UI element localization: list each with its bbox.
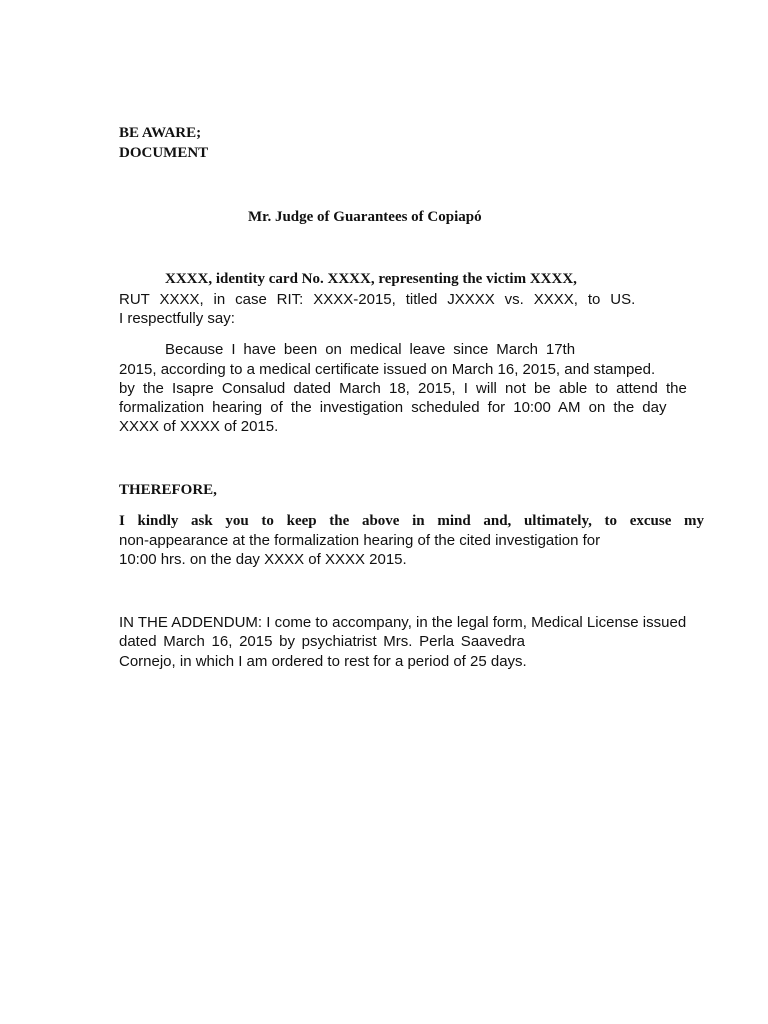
body-line-4: formalization hearing of the investigation scheduled for 10:00 AM on the day bbox=[119, 399, 667, 416]
body-line-5: XXXX of XXXX of 2015. bbox=[119, 418, 279, 435]
addendum-line-3: Cornejo, in which I am ordered to rest for a period of 25 days. bbox=[119, 653, 527, 670]
addendum-line-2: dated March 16, 2015 by psychiatrist Mrs. Perla Saavedra bbox=[119, 633, 526, 650]
intro-line-2: RUT XXXX, in case RIT: XXXX-2015, titled JXXXX vs. XXXX, to US. bbox=[119, 291, 636, 308]
body-line-1: Because I have been on medical leave since March 17th bbox=[165, 341, 576, 358]
addressee: Mr. Judge of Guarantees of Copiapó bbox=[248, 209, 482, 225]
therefore-line-3: 10:00 hrs. on the day XXXX of XXXX 2015. bbox=[119, 551, 407, 568]
header-be-aware: BE AWARE; bbox=[119, 125, 202, 141]
body-line-3: by the Isapre Consalud dated March 18, 2015, I will not be able to attend the bbox=[119, 380, 687, 397]
therefore-line-2: non-appearance at the formalization hearing of the cited investigation for bbox=[119, 532, 601, 549]
therefore-line-1: I kindly ask you to keep the above in mind and, ultimately, to excuse my bbox=[119, 513, 705, 529]
body-line-2: 2015, according to a medical certificate issued on March 16, 2015, and stamped. bbox=[119, 361, 656, 378]
header-document: DOCUMENT bbox=[119, 145, 209, 161]
therefore-heading: THEREFORE, bbox=[119, 482, 217, 498]
intro-line-3: I respectfully say: bbox=[119, 310, 235, 327]
addendum-line-1: IN THE ADDENDUM: I come to accompany, in the legal form, Medical License issued bbox=[119, 614, 687, 631]
intro-line-1: XXXX, identity card No. XXXX, representing the victim XXXX, bbox=[165, 271, 577, 287]
